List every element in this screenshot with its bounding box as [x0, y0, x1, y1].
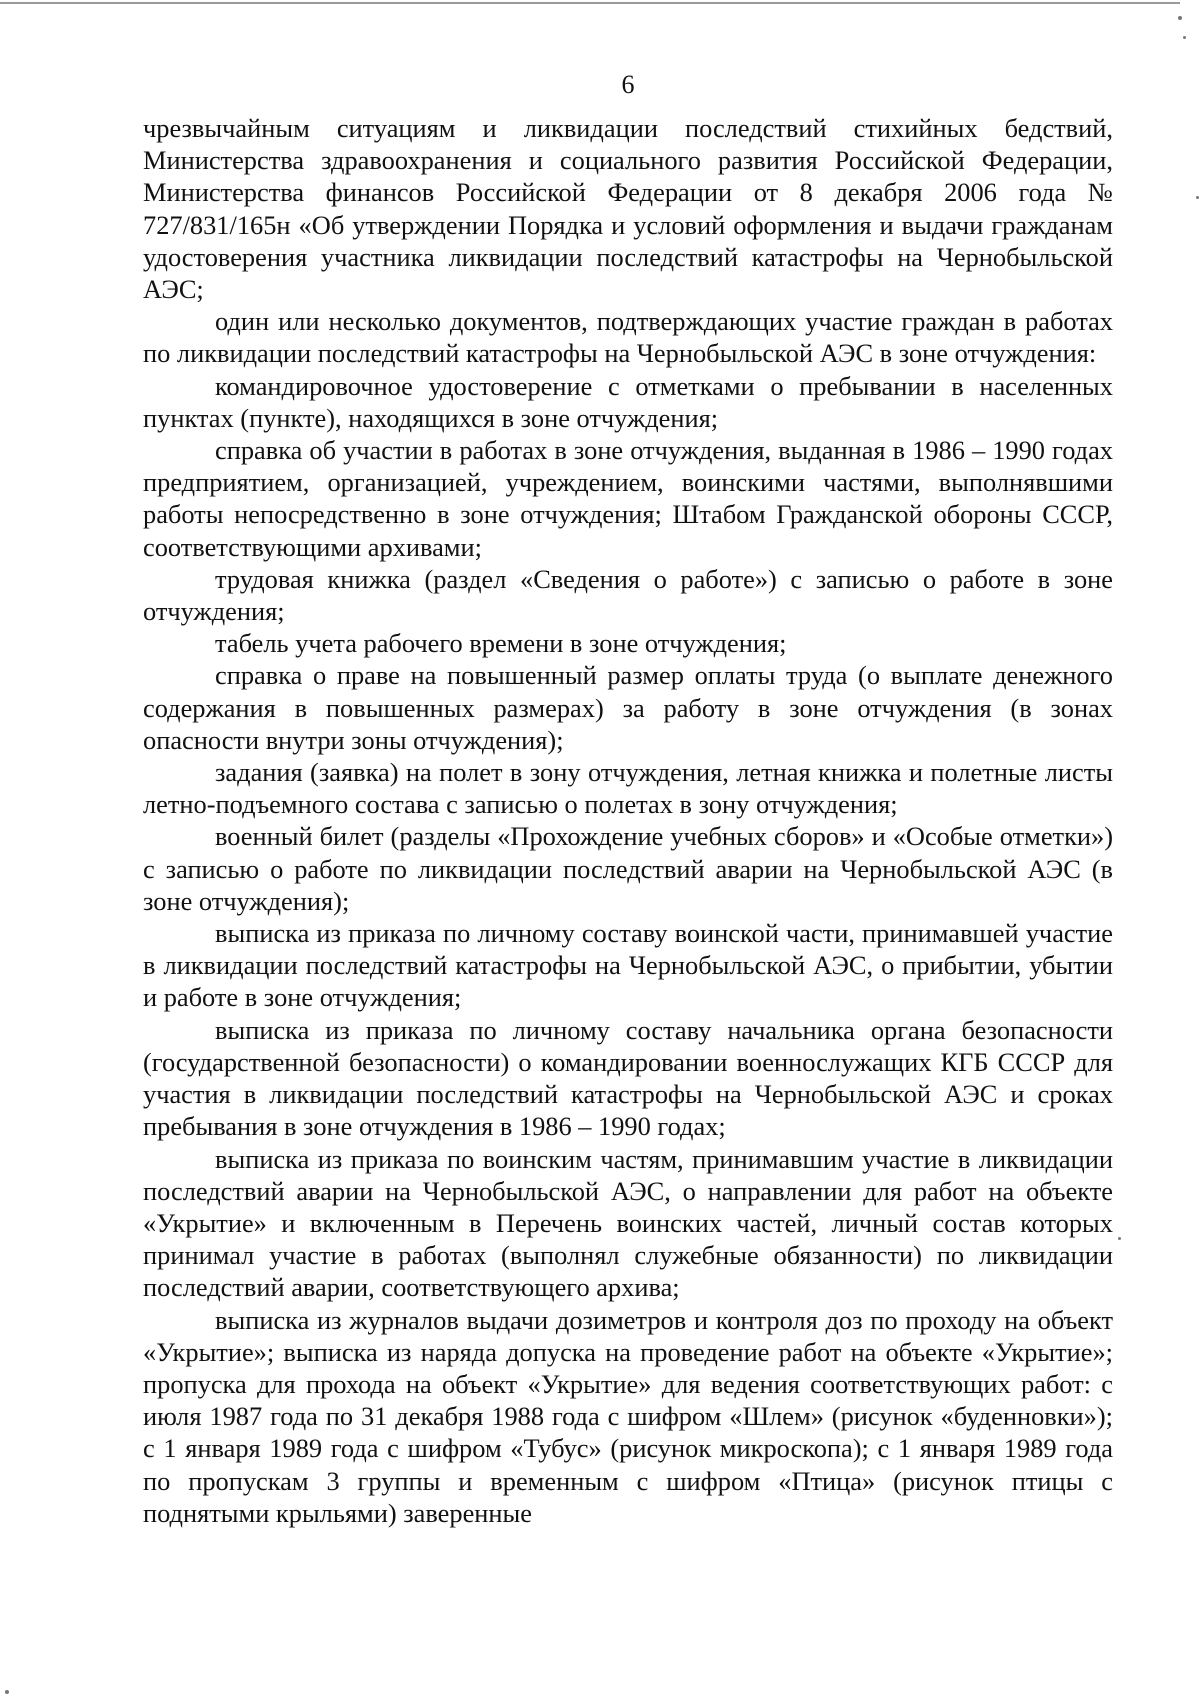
- scan-speck: [1196, 196, 1199, 199]
- paragraph-8: задания (заявка) на полет в зону отчуждения, летная книжка и полетные листы летно-подъемного состава с записью о полетах в зону отчуждения;: [143, 757, 1113, 820]
- paragraph-12: выписка из приказа по воинским частям, принимавшим участие в ликвидации последствий аварии на Чернобыльской АЭС, о направлении для работ на объекте «Укрытие» и включенным в Перечень воинских частей, личный состав которых принимал участие в работах (выполнял служебные обязанности) по ликвидации последствий аварии, соответствующего архива;: [143, 1143, 1113, 1303]
- paragraph-3: командировочное удостоверение с отметками о пребывании в населенных пунктах (пункте), находящихся в зоне отчуждения;: [143, 370, 1113, 433]
- scan-speck: [5, 1690, 9, 1694]
- scan-speck: [1183, 36, 1186, 39]
- paragraph-7: справка о праве на повышенный размер оплаты труда (о выплате денежного содержания в повышенных размерах) за работу в зоне отчуждения (в зонах опасности внутри зоны отчуждения);: [143, 660, 1113, 755]
- paragraph-9: военный билет (разделы «Прохождение учебных сборов» и «Особые отметки») с записью о работе по ликвидации последствий аварии на Чернобыльской АЭС (в зоне отчуждения);: [143, 821, 1113, 916]
- document-body: [143, 112, 1113, 1529]
- top-edge-rule: [0, 2, 1180, 4]
- scan-speck: [1118, 1237, 1121, 1240]
- scan-speck: [1178, 16, 1182, 20]
- paragraph-13: выписка из журналов выдачи дозиметров и контроля доз по проходу на объект «Укрытие»; выписка из наряда допуска на проведение работ на объекте «Укрытие»; пропуска для прохода на объект «Укрытие» для ведения соответствующих работ: с июля 1987 года по 31 декабря 1988 года с шифром «Шлем» (рисунок «буденновки»); с 1 января 1989 года с шифром «Тубус» (рисунок микроскопа); с 1 января 1989 года по пропускам 3 группы и временным с шифром «Птица» (рисунок птицы с поднятыми крыльями) заверенные: [143, 1304, 1113, 1528]
- paragraph-2: один или несколько документов, подтверждающих участие граждан в работах по ликвидации последствий катастрофы на Чернобыльской АЭС в зоне отчуждения:: [143, 306, 1113, 369]
- paragraph-11: выписка из приказа по личному составу начальника органа безопасности (государственной безопасности) о командировании военнослужащих КГБ СССР для участия в ликвидации последствий катастрофы на Чернобыльской АЭС и сроках пребывания в зоне отчуждения в 1986 – 1990 годах;: [143, 1014, 1113, 1142]
- paragraph-1: чрезвычайным ситуациям и ликвидации последствий стихийных бедствий, Министерства здравоохранения и социального развития Российской Федерации, Министерства финансов Российской Федерации от 8 декабря 2006 года № 727/831/165н «Об утверждении Порядка и условий оформления и выдачи гражданам удостоверения участника ликвидации последствий катастрофы на Чернобыльской АЭС;: [143, 113, 1113, 305]
- paragraph-10: выписка из приказа по личному составу воинской части, принимавшей участие в ликвидации последствий катастрофы на Чернобыльской АЭС, о прибытии, убытии и работе в зоне отчуждения;: [143, 918, 1113, 1013]
- paragraph-4: справка об участии в работах в зоне отчуждения, выданная в 1986 – 1990 годах предприятием, организацией, учреждением, воинскими частями, выполнявшими работы непосредственно в зоне отчуждения; Штабом Гражданской обороны СССР, соответствующими архивами;: [143, 435, 1113, 562]
- page-number: 6: [621, 70, 635, 99]
- paragraph-6: табель учета рабочего времени в зоне отчуждения;: [215, 628, 787, 659]
- paragraph-5: трудовая книжка (раздел «Сведения о работе») с записью о работе в зоне отчуждения;: [143, 563, 1113, 627]
